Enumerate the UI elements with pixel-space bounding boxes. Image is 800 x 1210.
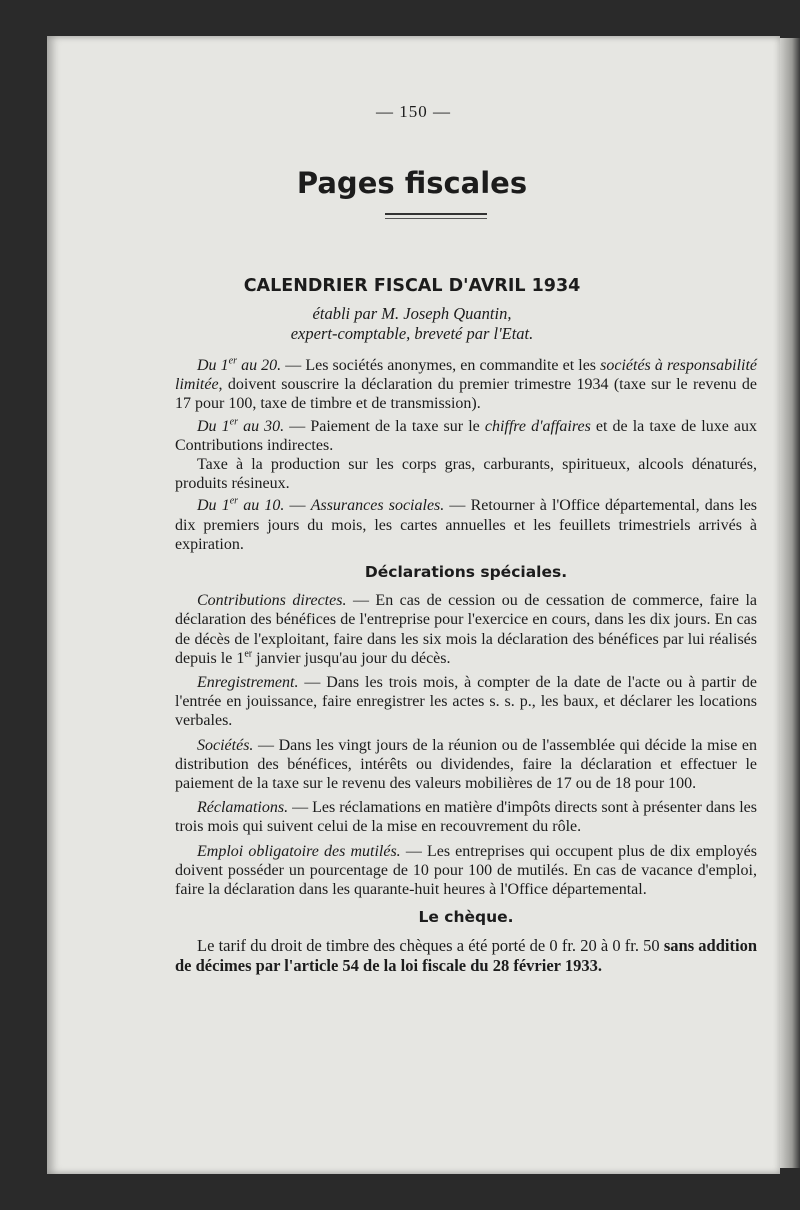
- cheque-heading: Le chèque.: [418, 908, 514, 927]
- entry-emphasis: Assurances sociales.: [310, 497, 445, 515]
- entry-date: [197, 497, 284, 514]
- date-text: Du 1: [197, 357, 229, 374]
- entry-text: — Paiement de la taxe sur le: [284, 417, 485, 435]
- entry-emphasis: sociétés à responsabilité limitée,: [175, 357, 758, 394]
- special-emploi-mutiles: [175, 842, 757, 900]
- page-number: — 150 —: [376, 102, 451, 121]
- article-body: [175, 356, 757, 978]
- section-title: Pages fiscales: [296, 166, 528, 200]
- cheque-paragraph: [175, 936, 757, 974]
- special-label: Enregistrement.: [197, 674, 299, 692]
- entry-date: [197, 418, 284, 435]
- book-spine-edge: [780, 38, 800, 1168]
- entry-production-tax: Taxe à la production sur les corps gras, carburants, spiritueux, alcools dénaturés, produits résineux.: [175, 456, 757, 493]
- special-text: — En cas de cession ou de cessation de commerce, faire la déclaration des bénéfices de l'entreprise pour l'exercice en cours, dans les dix jours. En cas de décès de l'exploitant, faire dans les six mois la déclaration des bénéfices par lui réalisés depuis le 1: [175, 592, 757, 667]
- entry-text: et de la taxe de luxe aux Contributions indirectes.: [175, 417, 758, 454]
- entry-text: —: [284, 497, 311, 515]
- date-text: au 10.: [238, 497, 285, 515]
- date-text: Du 1: [197, 497, 230, 515]
- cheque-text-bold: sans addition de décimes par l'article 54 de la loi fiscale du 28 février 1933.: [175, 936, 757, 975]
- calendar-author-line-1: établi par M. Joseph Quantin,: [312, 304, 512, 323]
- entry-1st-to-20th: [175, 356, 757, 414]
- special-sup: er: [244, 648, 253, 660]
- date-text: au 30.: [238, 417, 285, 435]
- date-text: Du 1: [197, 417, 230, 435]
- special-text: — Les entreprises qui occupent plus de dix employés doivent posséder un pourcentage de 10 pour 100 de mutilés. En cas de vacance d'emploi, faire la déclaration dans les quarante-huit heures à l'Office départemental.: [175, 842, 758, 899]
- special-text: — Dans les vingt jours de la réunion ou de l'assemblée qui décide la mise en distribution des bénéfices, intérêts ou dividendes, faire la déclaration et effectuer le paiement de la taxe sur le revenu des valeurs mobilières de 17 ou de 18 pour 100.: [175, 736, 757, 793]
- special-label: Sociétés.: [197, 736, 254, 754]
- special-contributions-directes: [175, 591, 757, 668]
- date-sup: er: [229, 496, 239, 508]
- special-label: Emploi obligatoire des mutilés.: [197, 842, 401, 860]
- book-page: [47, 36, 780, 1174]
- entry-text: doivent souscrire la déclaration du premier trimestre 1934 (taxe sur le revenu de 17 pour 100, taxe de timbre et de transmission).: [175, 376, 757, 413]
- entry-date: [197, 357, 281, 374]
- special-text: janvier jusqu'au jour du décès.: [252, 649, 451, 667]
- entry-1st-to-30th: [175, 417, 757, 455]
- entry-text: — Les sociétés anonymes, en commandite et les: [281, 357, 601, 374]
- special-text: — Dans les trois mois, à compter de la date de l'acte ou à partir de l'entrée en jouissance, faire enregistrer les actes s. s. p., les baux, et déclarer les locations verbales.: [175, 674, 757, 730]
- title-rule: [385, 213, 487, 219]
- date-sup: er: [228, 355, 237, 367]
- date-text: au 20.: [237, 357, 282, 374]
- cheque-text: Le tarif du droit de timbre des chèques a été porté de 0 fr. 20 à 0 fr. 50: [197, 936, 664, 956]
- calendar-title: CALENDRIER FISCAL D'AVRIL 1934: [243, 276, 581, 296]
- special-declarations-heading: Déclarations spéciales.: [364, 563, 568, 582]
- entry-emphasis: chiffre d'affaires: [484, 417, 591, 435]
- special-reclamations: [175, 798, 757, 836]
- date-sup: er: [229, 416, 238, 428]
- special-societes: [175, 736, 757, 794]
- special-text: — Les réclamations en matière d'impôts directs sont à présenter dans les trois mois qui suivent celui de la mise en recouvrement du rôle.: [175, 799, 757, 836]
- entry-text: — Retourner à l'Office départemental, dans les dix premiers jours du mois, les cartes annuelles et les feuillets trimestriels arrivés à expiration.: [175, 497, 758, 553]
- entry-1st-to-10th: [175, 496, 757, 554]
- calendar-author-line-2: expert-comptable, breveté par l'Etat.: [290, 324, 534, 343]
- special-enregistrement: [175, 673, 757, 731]
- special-label: Contributions directes.: [197, 592, 347, 610]
- special-label: Réclamations.: [197, 799, 289, 817]
